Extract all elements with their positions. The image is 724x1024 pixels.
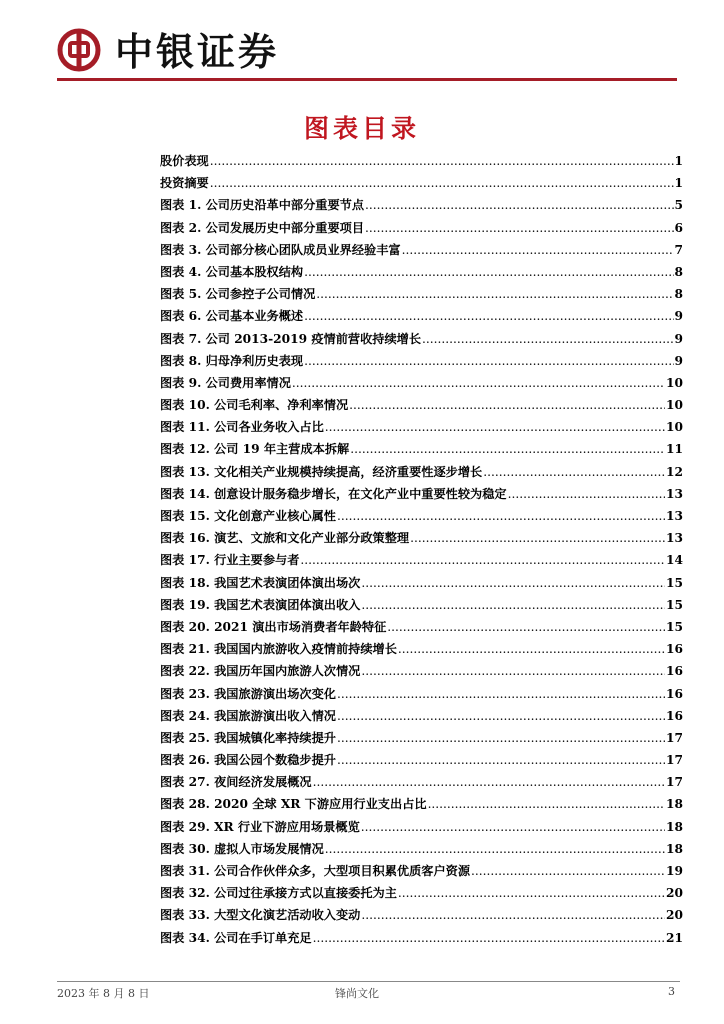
toc-leader-dots: [316, 287, 673, 301]
toc-entry-page: 19: [666, 864, 683, 878]
toc-entry-label: 图表 1. 公司历史沿革中部分重要节点: [160, 198, 365, 213]
toc-entry-page: 6: [674, 220, 683, 235]
toc-entry-page: 18: [666, 819, 683, 834]
toc-leader-dots: [325, 842, 665, 856]
toc-entry-label: 图表 29. XR 行业下游应用场景概览: [160, 819, 360, 834]
toc-entry[interactable]: [160, 374, 683, 396]
toc-entry[interactable]: [160, 352, 683, 374]
toc-entry-page: 14: [666, 553, 683, 568]
toc-entry[interactable]: [160, 906, 683, 928]
toc-entry-page: 16: [666, 686, 683, 701]
toc-leader-dots: [210, 176, 674, 190]
toc-leader-dots: [483, 465, 665, 479]
toc-entry[interactable]: [160, 640, 683, 662]
toc-entry-label: 图表 5. 公司参控子公司情况: [160, 287, 316, 302]
toc-entry-label: 图表 10. 公司毛利率、净利率情况: [160, 398, 349, 413]
toc-entry-label: 图表 8. 归母净利历史表现: [160, 353, 304, 368]
toc-leader-dots: [361, 576, 665, 590]
toc-entry-label: 图表 14. 创意设计服务稳步增长，在文化产业中重要性较为稳定: [160, 486, 507, 501]
toc-leader-dots: [304, 354, 673, 368]
toc-leader-dots: [337, 731, 665, 745]
toc-entry-page: 13: [666, 509, 683, 523]
toc-leader-dots: [337, 687, 665, 701]
bank-of-china-logo-icon: [57, 28, 101, 72]
toc-entry-page: 17: [666, 775, 683, 790]
toc-leader-dots: [398, 642, 665, 656]
toc-leader-dots: [361, 908, 665, 922]
toc-entry-page: 15: [666, 619, 683, 634]
toc-leader-dots: [365, 198, 673, 212]
toc-entry-page: 13: [666, 486, 683, 501]
toc-leader-dots: [422, 332, 673, 346]
toc-entry[interactable]: [160, 174, 683, 196]
toc-entry[interactable]: [160, 551, 683, 573]
toc-entry-label: 图表 17. 行业主要参与者: [160, 553, 300, 568]
toc-entry-page: 16: [666, 708, 683, 723]
toc-entry-page: 18: [666, 841, 683, 856]
toc-entry-label: 图表 13. 文化相关产业规模持续提高，经济重要性逐步增长: [160, 464, 483, 479]
toc-entry[interactable]: [160, 818, 683, 840]
toc-entry[interactable]: [160, 396, 683, 418]
toc-entry-label: 图表 9. 公司费用率情况: [160, 375, 291, 390]
toc-leader-dots: [361, 664, 665, 678]
toc-entry-page: 12: [666, 464, 683, 479]
toc-entry-label: 图表 15. 文化创意产业核心属性: [160, 509, 336, 523]
toc-leader-dots: [313, 931, 665, 945]
toc-entry[interactable]: [160, 241, 683, 263]
toc-entry[interactable]: [160, 618, 683, 640]
toc-entry-label: 图表 32. 公司过往承接方式以直接委托为主: [160, 886, 397, 901]
toc-entry-label: 图表 25. 我国城镇化率持续提升: [160, 730, 336, 745]
toc-entry-page: 16: [666, 664, 683, 679]
toc-entry[interactable]: [160, 307, 683, 329]
toc-entry[interactable]: [160, 729, 683, 751]
toc-entry[interactable]: [160, 795, 683, 817]
toc-entry-label: 图表 22. 我国历年国内旅游人次情况: [160, 664, 361, 679]
toc-entry[interactable]: [160, 773, 683, 795]
toc-leader-dots: [398, 886, 665, 900]
toc-leader-dots: [337, 509, 665, 523]
toc-entry-page: 1: [674, 176, 683, 191]
toc-entry[interactable]: [160, 662, 683, 684]
toc-entry-label: 图表 24. 我国旅游演出收入情况: [160, 708, 336, 723]
toc-entry-page: 20: [666, 908, 683, 923]
toc-leader-dots: [402, 243, 674, 257]
toc-entry[interactable]: [160, 862, 683, 884]
toc-entry-label: 图表 2. 公司发展历史中部分重要项目: [160, 220, 365, 235]
toc-entry[interactable]: [160, 330, 683, 352]
toc-leader-dots: [361, 598, 665, 612]
toc-entry[interactable]: [160, 263, 683, 285]
page-title: 图表目录: [303, 114, 420, 143]
toc-entry-page: 17: [666, 730, 683, 745]
toc-leader-dots: [300, 553, 665, 567]
toc-entry-page: 10: [666, 375, 683, 390]
toc-entry-label: 图表 3. 公司部分核心团队成员业界经验丰富: [160, 242, 401, 257]
toc-leader-dots: [508, 487, 665, 501]
toc-entry-page: 5: [674, 198, 683, 213]
toc-entry-label: 图表 26. 我国公园个数稳步提升: [160, 753, 336, 768]
toc-leader-dots: [428, 797, 665, 811]
toc-entry-page: 18: [666, 797, 683, 812]
toc-entry[interactable]: [160, 219, 683, 241]
toc-entry-label: 股价表现: [160, 154, 209, 168]
toc-leader-dots: [387, 620, 665, 634]
toc-entry[interactable]: [160, 152, 683, 174]
page-header: [57, 28, 677, 84]
toc-entry-page: 17: [666, 753, 683, 768]
toc-entry[interactable]: [160, 884, 683, 906]
toc-entry-label: 图表 28. 2020 全球 XR 下游应用行业支出占比: [160, 797, 427, 812]
toc-entry-page: 21: [666, 930, 683, 945]
toc-leader-dots: [361, 820, 665, 834]
toc-entry-label: 图表 19. 我国艺术表演团体演出收入: [160, 597, 361, 612]
toc-leader-dots: [337, 753, 665, 767]
toc-entry-label: 图表 11. 公司各业务收入占比: [160, 420, 324, 435]
toc-entry-page: 20: [666, 886, 683, 901]
brand-name: 中银证券: [115, 30, 280, 74]
toc-leader-dots: [410, 531, 665, 545]
toc-leader-dots: [349, 398, 665, 412]
toc-entry-page: 8: [674, 264, 683, 279]
toc-entry-page: 16: [666, 642, 683, 657]
toc-entry-label: 图表 33. 大型文化演艺活动收入变动: [160, 908, 361, 923]
toc-entry-page: 11: [666, 442, 683, 457]
toc-entry-page: 7: [674, 242, 683, 257]
toc-entry[interactable]: [160, 751, 683, 773]
toc-leader-dots: [337, 709, 665, 723]
toc-entry-label: 图表 27. 夜间经济发展概况: [160, 775, 312, 790]
toc-entry-label: 图表 31. 公司合作伙伴众多，大型项目积累优质客户资源: [160, 864, 471, 878]
toc-entry[interactable]: [160, 507, 683, 529]
toc-entry-label: 图表 12. 公司 19 年主营成本拆解: [160, 442, 350, 457]
toc-entry[interactable]: [160, 196, 683, 218]
toc-entry[interactable]: [160, 529, 683, 551]
toc-entry-page: 10: [666, 398, 683, 413]
toc-entry-label: 图表 18. 我国艺术表演团体演出场次: [160, 575, 361, 590]
toc-leader-dots: [325, 420, 665, 434]
toc-entry[interactable]: [160, 596, 683, 618]
toc-leader-dots: [304, 309, 673, 323]
toc-entry-label: 投资摘要: [160, 176, 209, 191]
toc-leader-dots: [292, 376, 665, 390]
toc-entry[interactable]: [160, 685, 683, 707]
toc-entry-label: 图表 23. 我国旅游演出场次变化: [160, 686, 336, 701]
toc-entry[interactable]: [160, 485, 683, 507]
toc-leader-dots: [350, 442, 665, 456]
toc-entry-page: 9: [674, 353, 683, 368]
footer-date: 2023 年 8 月 8 日: [57, 987, 150, 1000]
toc-leader-dots: [304, 265, 673, 279]
toc-entry-label: 图表 4. 公司基本股权结构: [160, 264, 304, 279]
toc-entry-page: 8: [674, 287, 683, 302]
toc-entry-page: 15: [666, 597, 683, 612]
toc-list: [160, 152, 683, 951]
toc-entry-page: 9: [674, 309, 683, 324]
toc-entry[interactable]: [160, 707, 683, 729]
toc-entry[interactable]: [160, 840, 683, 862]
toc-entry[interactable]: [160, 418, 683, 440]
toc-leader-dots: [365, 221, 673, 235]
toc-entry-page: 1: [674, 154, 683, 168]
toc-entry-label: 图表 21. 我国国内旅游收入疫情前持续增长: [160, 642, 397, 657]
footer-divider: [57, 981, 680, 982]
toc-entry[interactable]: [160, 929, 683, 951]
toc-entry-label: 图表 6. 公司基本业务概述: [160, 309, 304, 324]
toc-entry-page: 13: [666, 531, 683, 546]
toc-entry-page: 10: [666, 420, 683, 435]
toc-leader-dots: [471, 864, 665, 878]
toc-leader-dots: [210, 154, 674, 168]
toc-entry[interactable]: [160, 440, 683, 462]
toc-leader-dots: [313, 775, 665, 789]
toc-entry[interactable]: [160, 285, 683, 307]
toc-entry[interactable]: [160, 463, 683, 485]
toc-entry-label: 图表 7. 公司 2013-2019 疫情前营收持续增长: [160, 331, 422, 346]
footer-company: 锋尚文化: [335, 987, 379, 1000]
toc-entry-label: 图表 20. 2021 演出市场消费者年龄特征: [160, 619, 387, 634]
toc-entry-page: 15: [666, 575, 683, 590]
toc-entry-label: 图表 16. 演艺、文旅和文化产业部分政策整理: [160, 531, 410, 546]
header-divider: [57, 78, 677, 81]
footer-page-number: 3: [668, 985, 675, 998]
toc-entry-label: 图表 30. 虚拟人市场发展情况: [160, 841, 324, 856]
toc-entry-label: 图表 34. 公司在手订单充足: [160, 930, 312, 945]
toc-entry[interactable]: [160, 574, 683, 596]
toc-entry-page: 9: [674, 331, 683, 346]
